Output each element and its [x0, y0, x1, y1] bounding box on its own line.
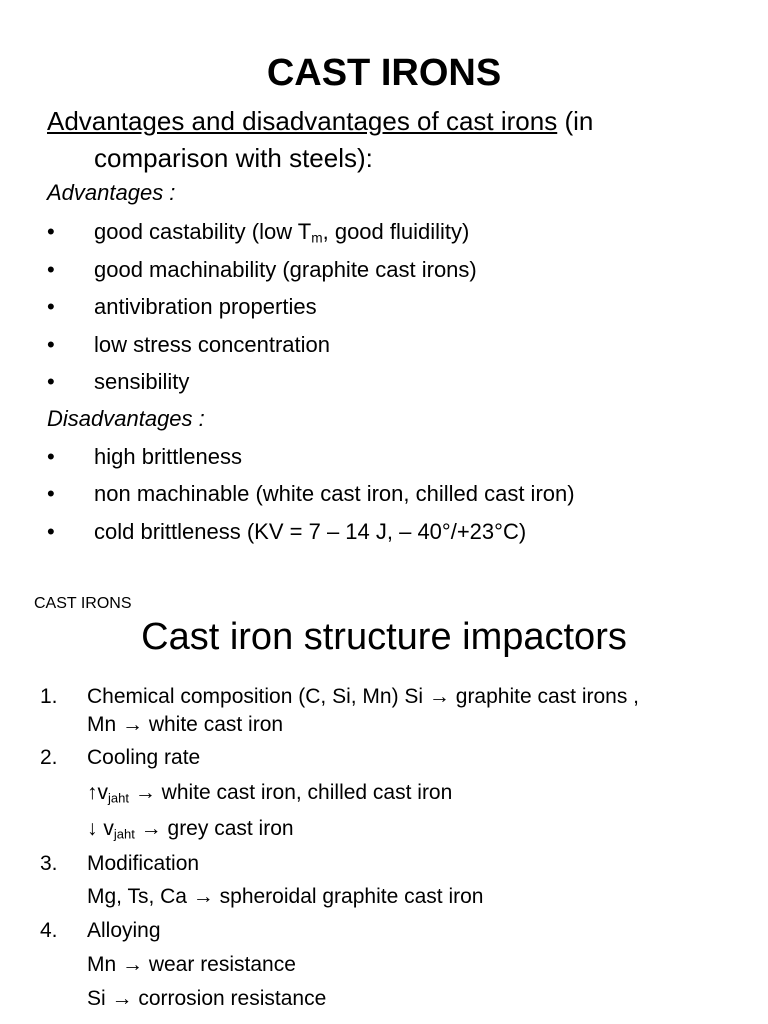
section-heading-line2: comparison with steels):: [94, 143, 373, 173]
bullet-icon: •: [47, 444, 55, 469]
bullet-icon: •: [47, 257, 55, 282]
list-number: 2.: [40, 746, 58, 769]
bullet-icon: •: [47, 332, 55, 357]
heading-rest: (in: [557, 106, 594, 136]
list-item-text: Mn → wear resistance: [87, 953, 296, 976]
bullet-icon: •: [47, 294, 55, 319]
advantage-item: antivibration properties: [94, 294, 317, 319]
bullet-icon: •: [47, 369, 55, 394]
heading-underlined: Advantages and disadvantages of cast irons: [47, 106, 558, 136]
list-item-text: [87, 781, 452, 805]
advantages-label: Advantages :: [47, 180, 176, 205]
section-heading: [47, 103, 593, 140]
disadvantages-label: Disadvantages :: [47, 406, 205, 431]
bullet-icon: •: [47, 519, 55, 544]
disadvantage-item: non machinable (white cast iron, chilled cast iron): [94, 481, 575, 506]
slide-label: CAST IRONS: [34, 595, 132, 612]
advantage-item: [94, 219, 469, 245]
advantage-text: , good fluidility): [322, 219, 470, 244]
advantage-item: low stress concentration: [94, 332, 330, 357]
list-number: 1.: [40, 685, 58, 708]
bullet-icon: •: [47, 219, 55, 244]
slide-title: Cast iron structure impactors: [141, 616, 627, 658]
advantage-item: sensibility: [94, 369, 190, 394]
rate-text: ↓ v: [87, 817, 114, 840]
rate-text: ↑v: [87, 781, 108, 804]
list-number: 3.: [40, 852, 58, 875]
subscript: jaht: [113, 826, 135, 842]
rate-text: → grey cast iron: [134, 817, 294, 840]
bullet-icon: •: [47, 481, 55, 506]
list-item-text: Mn → white cast iron: [87, 713, 284, 736]
list-item-text: Cooling rate: [87, 746, 201, 769]
subscript: jaht: [108, 790, 129, 806]
disadvantage-item: cold brittleness (KV = 7 – 14 J, – 40°/+23°C): [94, 519, 527, 544]
advantage-text: good castability (low T: [94, 219, 312, 244]
list-item-text: Alloying: [87, 919, 161, 942]
disadvantage-item: high brittleness: [94, 444, 242, 469]
list-item-text: Si → corrosion resistance: [87, 987, 327, 1010]
list-item-text: [87, 817, 294, 841]
list-item-text: Modification: [87, 852, 200, 875]
page-title: CAST IRONS: [266, 52, 502, 94]
advantage-item: good machinability (graphite cast irons): [94, 257, 477, 282]
rate-text: → white cast iron, chilled cast iron: [129, 781, 453, 804]
list-item-text: Mg, Ts, Ca → spheroidal graphite cast iron: [87, 885, 484, 908]
list-number: 4.: [40, 919, 58, 942]
subscript: m: [311, 230, 323, 246]
list-item-text: Chemical composition (C, Si, Mn) Si → graphite cast irons ,: [87, 685, 640, 708]
